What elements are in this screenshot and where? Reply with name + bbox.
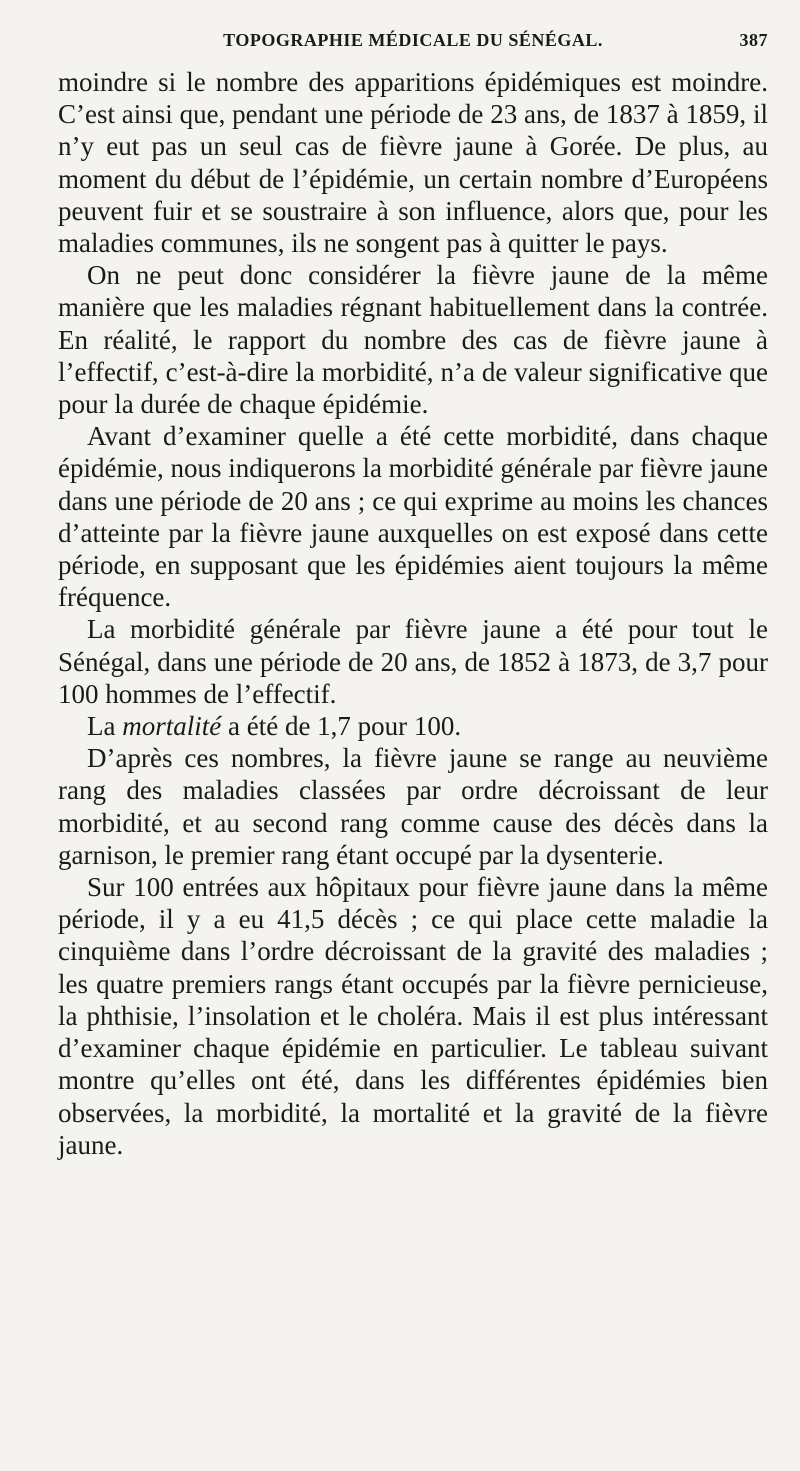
paragraph: Avant d’examiner quelle a été cette morbidité, dans chaque épidémie, nous indiquerons la morbidité générale par fièvre jaune dans une période de 20 ans ; ce qui exprime au moins les chances d’atteinte par la fièvre jaune auxquelles on est exposé dans cette période, en supposant que les épidémies aient toujours la même fréquence. (58, 421, 768, 613)
paragraph-mortalite (58, 710, 768, 742)
page-body (58, 66, 768, 1161)
paragraph: On ne peut donc considérer la fièvre jaune de la même manière que les maladies régnant habituellement dans la contrée. En réalité, le rapport du nombre des cas de fièvre jaune à l’effectif, c’est-à-dire la morbidité, n’a de valeur significative que pour la durée de chaque épidémie. (58, 260, 768, 420)
emphasis-mortalite: mortalité (122, 711, 222, 742)
paragraph-continued: moindre si le nombre des apparitions épidémiques est moindre. C’est ainsi que, pendant une période de 23 ans, de 1837 à 1859, il n’y eut pas un seul cas de fièvre jaune à Gorée. De plus, au moment du début de l’épidémie, un certain nombre d’Européens peuvent fuir et se soustraire à son influence, alors que, pour les maladies communes, ils ne songent pas à quitter le pays. (58, 67, 768, 259)
paragraph: La morbidité générale par fièvre jaune a été pour tout le Sénégal, dans une période de 20 ans, de 1852 à 1873, de 3,7 pour 100 hommes de l’effectif. (58, 614, 768, 709)
running-head (58, 30, 768, 54)
text-run: La (87, 711, 123, 742)
paragraph: D’après ces nombres, la fièvre jaune se range au neuvième rang des maladies classées par ordre décroissant de leur morbidité, et au second rang comme cause des décès dans la garnison, le premier rang étant occupé par la dysenterie. (58, 743, 768, 870)
running-title: TOPOGRAPHIE MÉDICALE DU SÉNÉGAL. (223, 30, 603, 50)
paragraph: Sur 100 entrées aux hôpitaux pour fièvre jaune dans la même période, il y a eu 41,5 décès ; ce qui place cette maladie la cinquième dans l’ordre décroissant de la gravité des maladies ; les quatre premiers rangs étant occupés par la fièvre pernicieuse, la phthisie, l’insolation et le choléra. Mais il est plus intéressant d’examiner chaque épidémie en particulier. Le tableau suivant montre qu’elles ont été, dans les différentes épidémies bien observées, la morbidité, la mortalité et la gravité de la fièvre jaune. (58, 872, 768, 1160)
page-number: 387 (739, 30, 768, 50)
text-run: a été de 1,7 pour 100. (221, 711, 462, 742)
